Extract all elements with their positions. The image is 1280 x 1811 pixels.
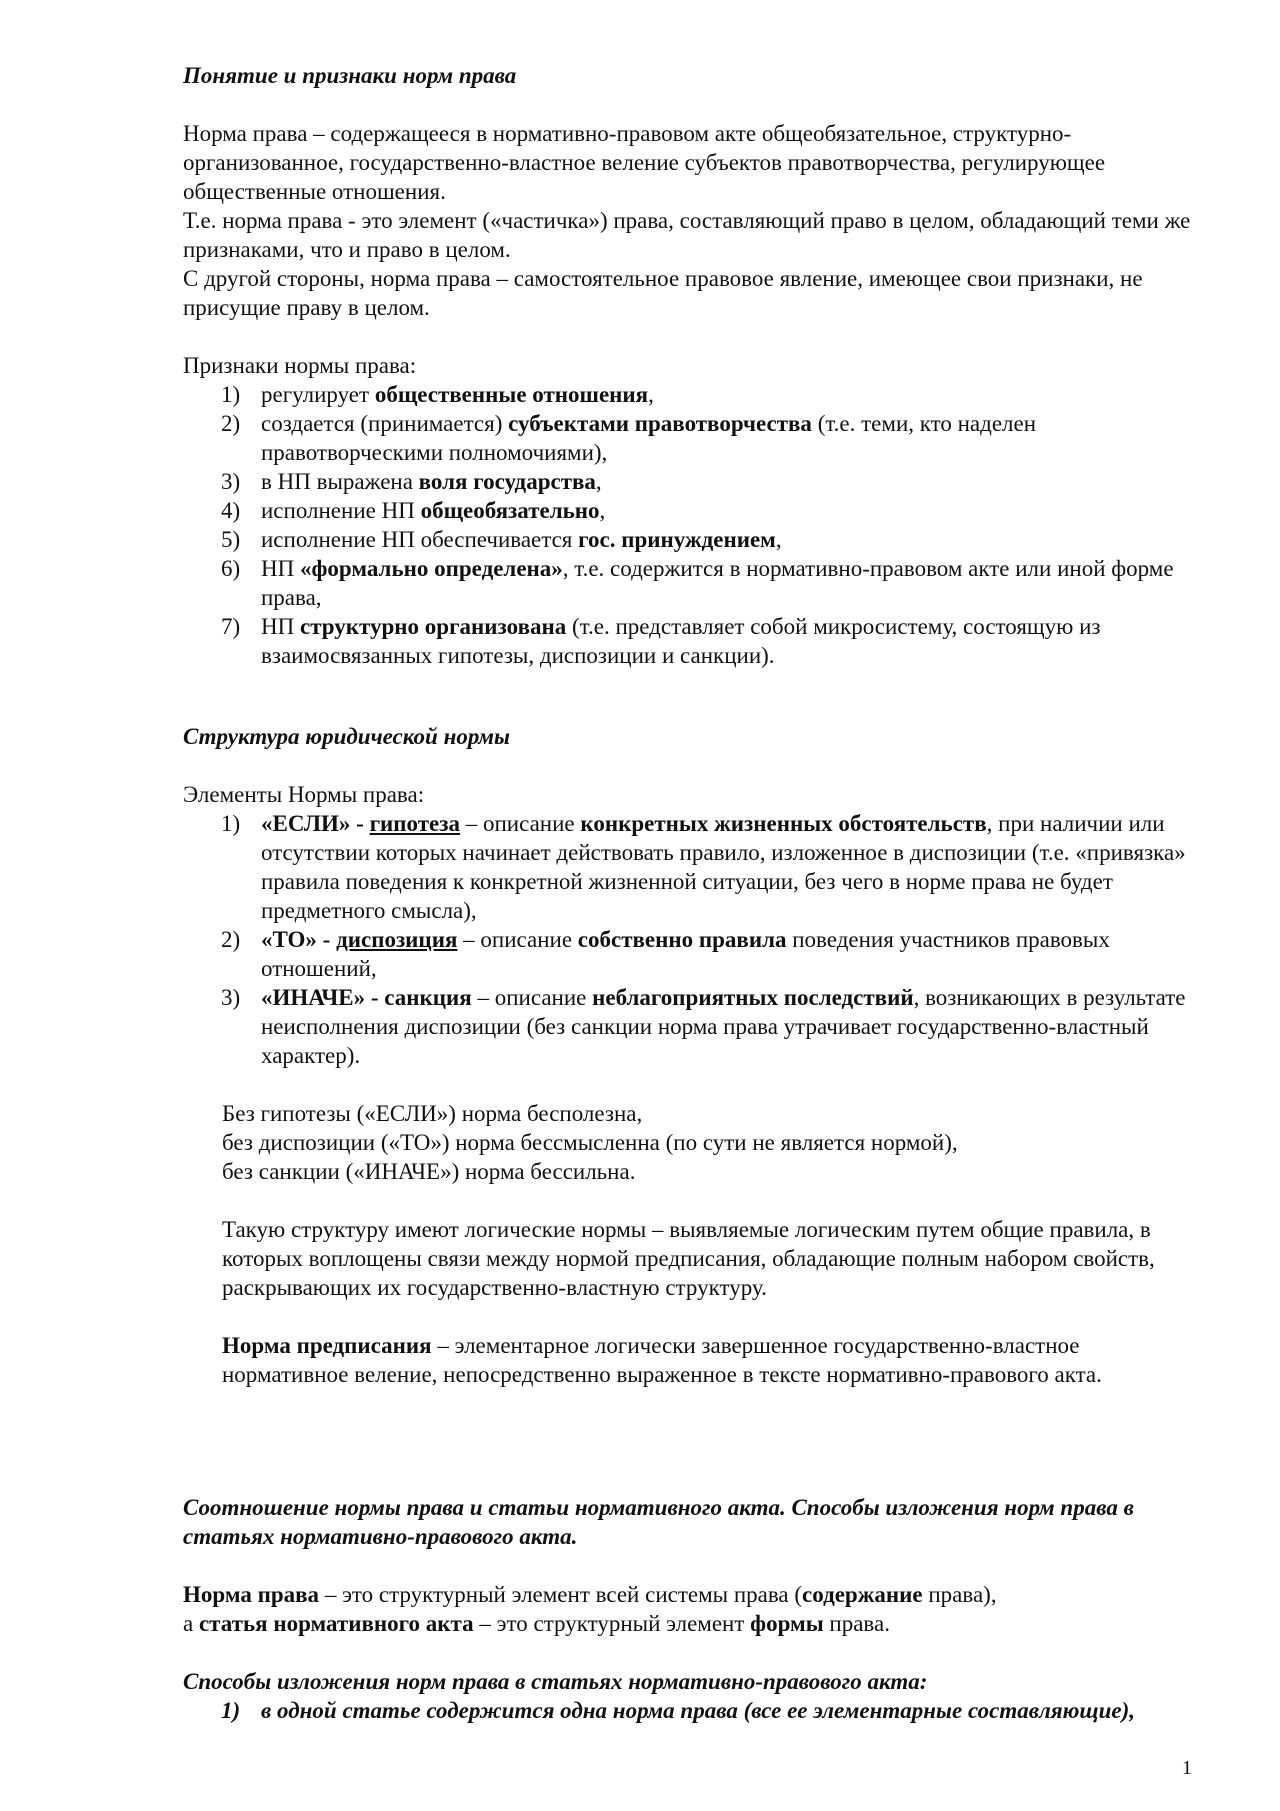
methods-heading: Способы изложения норм права в статьях нормативно-правового акта:	[183, 1669, 928, 1694]
logical-norms-paragraph: Такую структуру имеют логические нормы – выявляемые логическим путем общие правила, в которых воплощены связи между нормой предписания, обладающие полным набором свойств, раскрывающих их государственно-властную структуру.	[222, 1217, 1155, 1300]
paragraph: без санкции («ИНАЧЕ») норма бессильна.	[222, 1159, 636, 1184]
signs-intro: Признаки нормы права:	[183, 353, 417, 378]
list-item: 7) НП структурно организована (т.е. представляет собой микросистему, состоящую из взаимосвязанных гипотезы, диспозиции и санкции).	[221, 614, 1101, 668]
section-norm-vs-article	[183, 1493, 1193, 1725]
list-item: 3) в НП выражена воля государства,	[221, 469, 602, 494]
section-heading: Структура юридической нормы	[183, 724, 510, 749]
list-item: 1) в одной статье содержится одна норма права (все ее элементарные составляющие),	[221, 1698, 1135, 1723]
list-item: 4) исполнение НП общеобязательно,	[221, 498, 606, 523]
methods-list	[183, 1696, 1193, 1725]
elements-intro: Элементы Нормы права:	[183, 782, 425, 807]
list-item: 1) регулирует общественные отношения,	[221, 382, 654, 407]
list-item: 5) исполнение НП обеспечивается гос. принуждением,	[221, 527, 782, 552]
list-item: 2) «ТО» - диспозиция – описание собственно правила поведения участников правовых отношений,	[221, 927, 1110, 981]
list-item: 2) создается (принимается) субъектами правотворчества (т.е. теми, кто наделен правотворческими полномочиями),	[221, 411, 1037, 465]
paragraph: Без гипотезы («ЕСЛИ») норма бесполезна,	[222, 1101, 643, 1126]
section-norm-concept	[183, 61, 1193, 670]
section-norm-structure	[183, 722, 1193, 1389]
paragraph: С другой стороны, норма права – самостоятельное правовое явление, имеющее свои признаки, не присущие праву в целом.	[183, 266, 1143, 320]
signs-list	[183, 380, 1193, 670]
paragraph: без диспозиции («ТО») норма бессмысленна (по сути не является нормой),	[222, 1130, 958, 1155]
paragraph: Норма права – это структурный элемент всей системы права (содержание права),	[183, 1582, 997, 1607]
list-item: 6) НП «формально определена», т.е. содержится в нормативно-правовом акте или иной форме права,	[221, 556, 1174, 610]
paragraph: а статья нормативного акта – это структурный элемент формы права.	[183, 1611, 890, 1636]
section-heading: Соотношение нормы права и статьи нормативного акта. Способы изложения норм права в статьях нормативно-правового акта.	[183, 1495, 1134, 1549]
without-elements-block	[183, 1099, 1193, 1389]
paragraph: Т.е. норма права - это элемент («частичка») права, составляющий право в целом, обладающий теми же признаками, что и право в целом.	[183, 208, 1191, 262]
page-number: 1	[1182, 1757, 1192, 1779]
list-item: 1) «ЕСЛИ» - гипотеза – описание конкретных жизненных обстоятельств, при наличии или отсутствии которых начинает действовать правило, изложенное в диспозиции (т.е. «привязка» правила поведения к конкретной жизненной ситуации, без чего в норме права не будет предметного смысла),	[221, 811, 1186, 923]
elements-list	[183, 809, 1193, 1070]
list-item: 3) «ИНАЧЕ» - санкция – описание неблагоприятных последствий, возникающих в результате неисполнения диспозиции (без санкции норма права утрачивает государственно-властный характер).	[221, 985, 1186, 1068]
prescription-norm-paragraph: Норма предписания – элементарное логически завершенное государственно-властное нормативное веление, непосредственно выраженное в тексте нормативно-правового акта.	[222, 1333, 1102, 1387]
norm-definition: Норма права – содержащееся в нормативно-правовом акте общеобязательное, структурно-организованное, государственно-властное веление субъектов правотворчества, регулирующее общественные отношения.	[183, 121, 1106, 204]
section-heading: Понятие и признаки норм права	[183, 63, 517, 88]
